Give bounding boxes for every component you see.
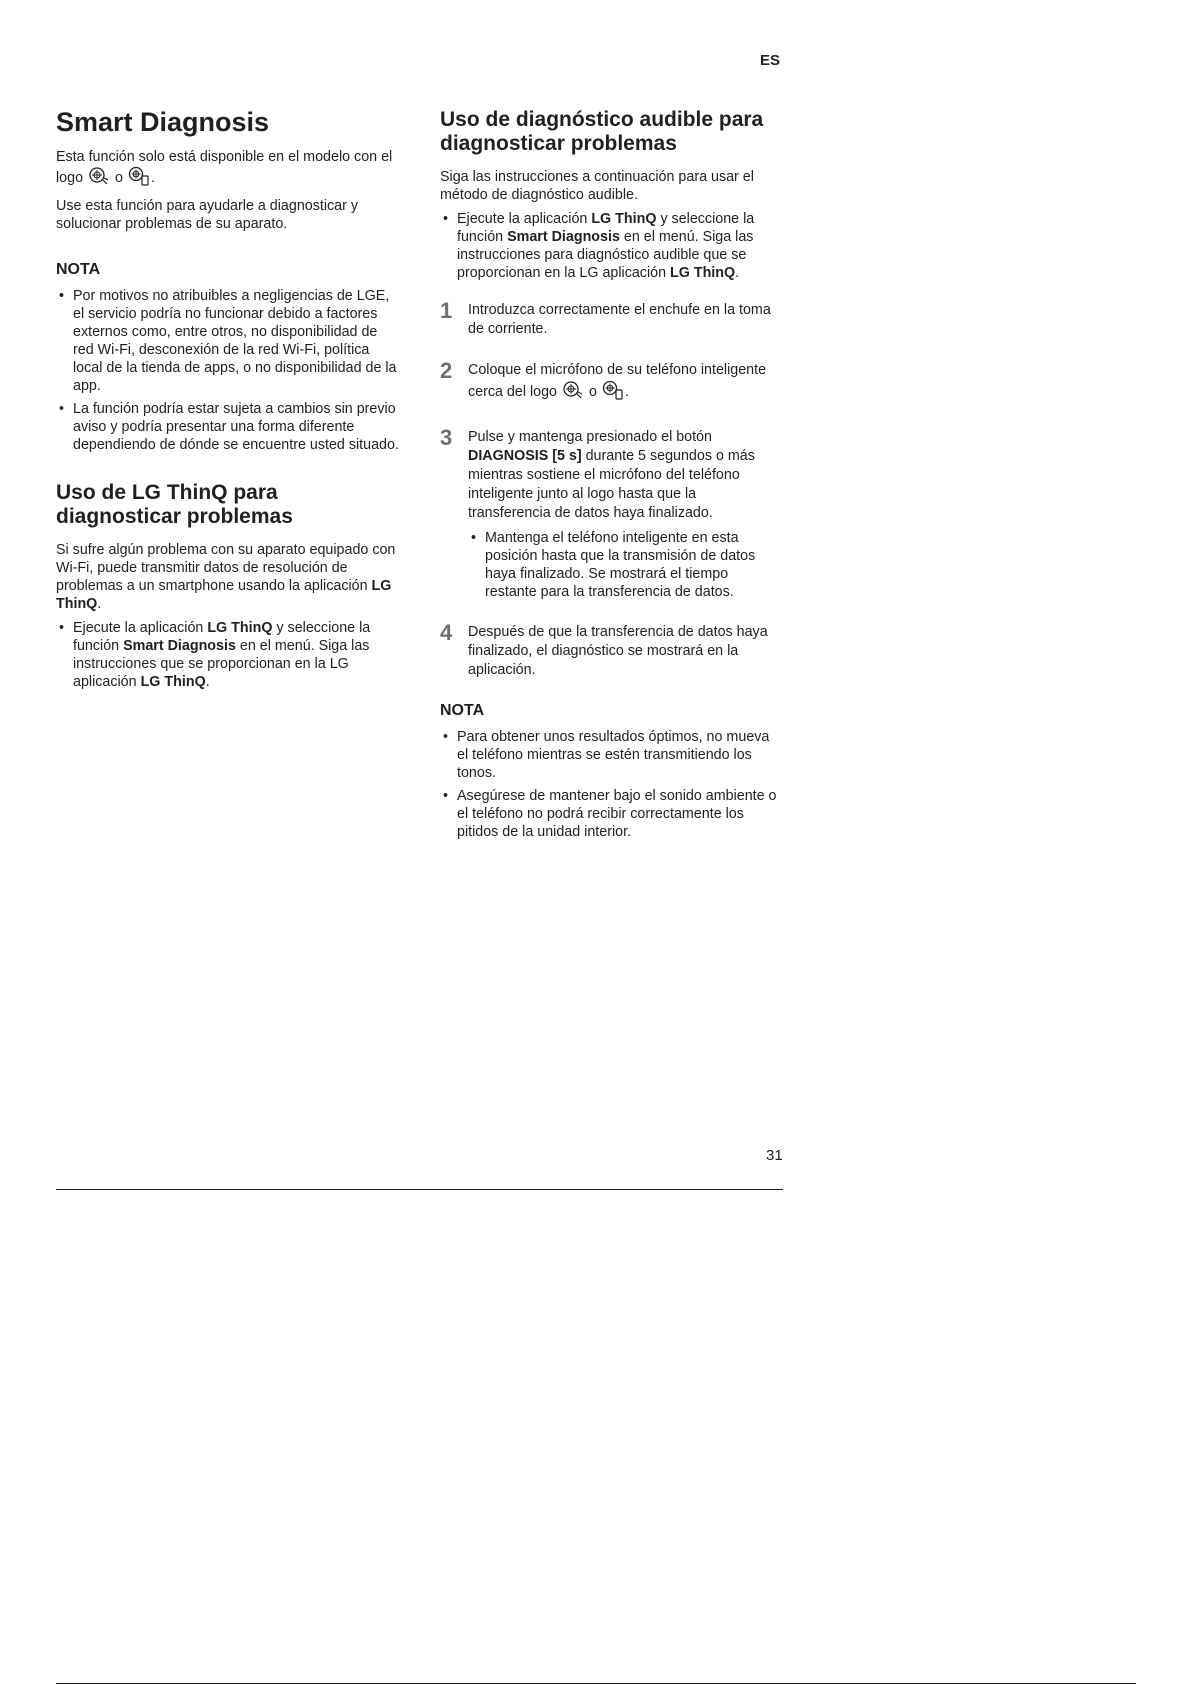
instruction-text: en el menú. Siga las instrucciones para diagnóstico audible que se proporcionan en la LG aplicación [457,229,754,282]
step-text-a: Coloque el micrófono de su teléfono inteligente cerca del logo [468,362,767,401]
intro-text-a: Esta función solo está disponible en el modelo con el logo [56,148,393,186]
note-title: NOTA [440,702,485,720]
step-text: Introduzca correctamente el enchufe en la toma de corriente. [468,302,771,338]
thinq-paragraph-text: Si sufre algún problema con su aparato equipado con Wi-Fi, puede transmitir datos de resolución de problemas a un smartphone usando la aplicación [56,541,396,594]
diagnosis-button-label: DIAGNOSIS [5 s] [468,448,582,465]
instruction-text: . [205,673,210,690]
instruction-text: Ejecute la aplicación [457,211,588,228]
intro-text-c: . [150,169,155,186]
thinq-instructions [56,619,401,691]
step-4 [440,620,782,680]
note-list [56,287,401,454]
smart-diagnosis-logo-icon [88,166,110,191]
left-column [56,108,401,696]
step-number: 3 [440,425,453,451]
note-item: • Por motivos no atribuibles a negligencias de LGE, el servicio podría no funcionar debido a factores externos como, entre otros, no disponibilidad de red Wi-Fi, desconexión de la red Wi-Fi, política local de la tienda de apps, o no disponibilidad de la app. [56,287,401,395]
step-text-c: . [624,384,629,401]
note-title: NOTA [56,260,101,278]
instruction-text: y seleccione la función [73,619,371,654]
step-text-b: durante 5 segundos o más mientras sostiene el micrófono del teléfono inteligente junto al logo hasta que la transferencia de datos haya finalizado. [468,448,755,522]
step-number: 1 [440,298,453,324]
app-name: LG ThinQ [591,211,657,228]
thinq-app-name: LG ThinQ [56,577,392,612]
footer-divider [56,1189,783,1190]
function-name: Smart Diagnosis [507,229,620,246]
page-number: 31 [766,1147,783,1164]
step-3 [440,425,782,601]
step-text: Después de que la transferencia de datos haya finalizado, el diagnóstico se mostrará en la aplicación. [468,624,768,679]
intro-text-b: o [115,169,123,186]
step-1 [440,298,782,339]
thinq-section-title: Uso de LG ThinQ para diagnosticar problemas [56,480,293,528]
page-title: Smart Diagnosis [56,107,270,137]
step-text [468,428,782,523]
instruction-text: y seleccione la función [457,211,755,246]
step-text [468,361,782,406]
function-name: Smart Diagnosis [123,637,236,654]
smart-diagnosis-logo-icon [562,380,584,406]
step-number: 4 [440,620,453,646]
note-item: • Asegúrese de mantener bajo el sonido ambiente o el teléfono no podrá recibir correctamente los pitidos de la unidad interior. [440,787,782,841]
audible-instructions [440,210,782,282]
audible-intro: Siga las instrucciones a continuación para usar el método de diagnóstico audible. [440,169,754,204]
note-item: • La función podría estar sujeta a cambios sin previo aviso y podría presentar una forma diferente dependiendo de dónde se encuentre usted situado. [56,400,401,454]
smart-diagnosis-phone-logo-icon [128,166,150,191]
instruction-text: en el menú. Siga las instrucciones que se proporcionan en la LG aplicación [73,637,370,690]
step-text-b: o [588,384,597,401]
audible-instruction-item [440,210,782,282]
thinq-paragraph [56,541,401,613]
note-item: • Para obtener unos resultados óptimos, no mueva el teléfono mientras se estén transmitiendo los tonos. [440,728,782,782]
audible-section-title: Uso de diagnóstico audible para diagnosticar problemas [440,108,764,156]
step-number: 2 [440,358,453,384]
app-name: LG ThinQ [670,265,736,282]
right-column [440,108,782,846]
instruction-text: . [735,265,740,282]
intro-purpose: Use esta función para ayudarle a diagnosticar y solucionar problemas de su aparato. [56,197,359,232]
smart-diagnosis-phone-logo-icon [602,380,624,406]
thinq-instruction-item [56,619,401,691]
step-2 [440,358,782,406]
step-text-a: Pulse y mantenga presionado el botón [468,429,713,446]
thinq-paragraph-end: . [97,595,102,612]
step-3-sublist [468,529,782,601]
app-name: LG ThinQ [207,619,273,636]
instruction-text: Ejecute la aplicación [73,619,204,636]
app-name: LG ThinQ [140,673,206,690]
step-3-subitem: • Mantenga el teléfono inteligente en esta posición hasta que la transmisión de datos haya finalizado. Se mostrará el tiempo restante para la transferencia de datos. [468,529,782,601]
note-list [440,728,782,841]
intro-availability [56,148,401,191]
language-code: ES [760,52,781,69]
